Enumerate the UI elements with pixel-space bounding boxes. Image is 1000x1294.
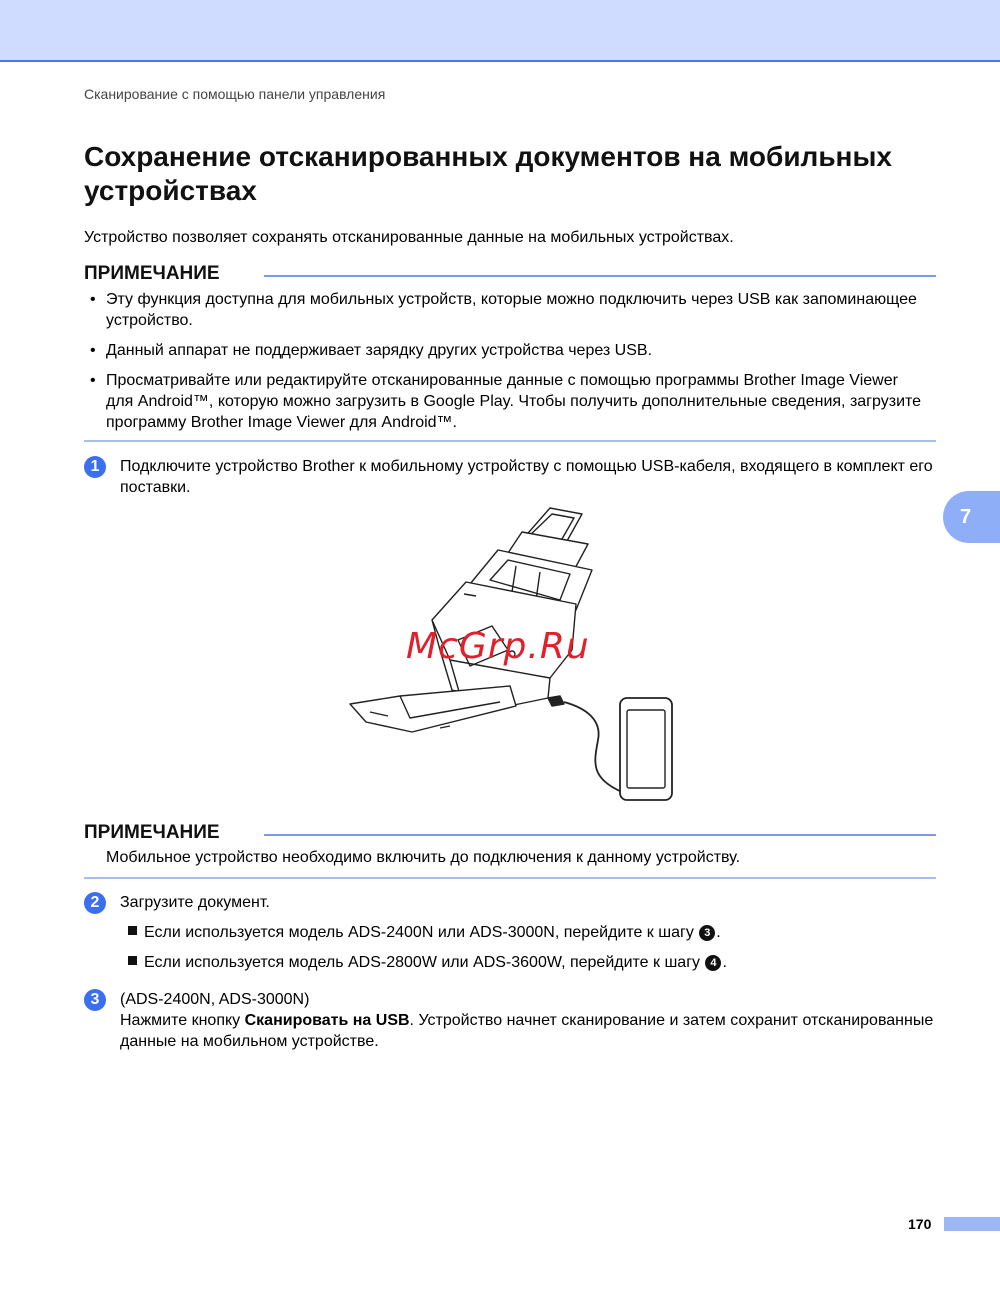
step-text: Подключите устройство Brother к мобильному устройству с помощью USB-кабеля, входящего в комплект его поставки. [120, 458, 933, 496]
footer-bar [944, 1217, 1000, 1231]
step-number-badge: 1 [84, 456, 106, 478]
note-text: Мобильное устройство необходимо включить до подключения к данному устройству. [106, 849, 741, 866]
page-number: 170 [908, 1216, 932, 1232]
step-number-badge: 2 [84, 892, 106, 914]
square-bullet-icon [128, 956, 137, 965]
step-text: Загрузите документ. [120, 894, 270, 911]
step-1 [84, 456, 934, 498]
watermark: McGrp.Ru [406, 626, 590, 667]
step-text: Нажмите кнопку Сканировать на USB. Устройство начнет сканирование и затем сохранит отсканированные данные на мобильном устройстве. [120, 1012, 934, 1050]
button-name: Сканировать на USB [244, 1012, 410, 1029]
note-label: ПРИМЕЧАНИЕ [84, 263, 234, 285]
note-bullet-list [88, 289, 928, 442]
note-heading-2 [84, 822, 936, 846]
page-title: Сохранение отсканированных документов на мобильных устройствах [84, 141, 892, 206]
note-heading-1 [84, 263, 936, 287]
note-end-divider [84, 440, 936, 442]
note-rule [264, 834, 936, 836]
sub-item: Если используется модель ADS-2400N или ADS-3000N, перейдите к шагу 3 . [128, 922, 721, 943]
sub-item: Если используется модель ADS-2800W или ADS-3600W, перейдите к шагу 4 . [128, 952, 727, 973]
step-reference-badge: 3 [699, 925, 715, 941]
step-model-line: (ADS-2400N, ADS-3000N) [120, 991, 310, 1008]
note-label: ПРИМЕЧАНИЕ [84, 822, 234, 844]
intro-paragraph: Устройство позволяет сохранять отсканированные данные на мобильных устройствах. [84, 229, 734, 246]
step-3 [84, 989, 934, 1052]
chapter-tab: 7 [943, 491, 1000, 543]
note-end-divider [84, 877, 936, 879]
step-number-badge: 3 [84, 989, 106, 1011]
list-item: • Данный аппарат не поддерживает зарядку других устройства через USB. [88, 340, 928, 361]
step-2 [84, 892, 934, 913]
note-rule [264, 275, 936, 277]
top-header-band [0, 0, 1000, 62]
running-header: Сканирование с помощью панели управления [84, 86, 386, 102]
square-bullet-icon [128, 926, 137, 935]
step-reference-badge: 4 [705, 955, 721, 971]
list-item: • Просматривайте или редактируйте отсканированные данные с помощью программы Brother Image Viewer для Android™, которую можно загрузить в Google Play. Чтобы получить дополнительные сведения, загрузите программу Brother Image Viewer для Android™. [88, 370, 928, 433]
list-item: • Эту функция доступна для мобильных устройств, которые можно подключить через USB как запоминающее устройство. [88, 289, 928, 331]
